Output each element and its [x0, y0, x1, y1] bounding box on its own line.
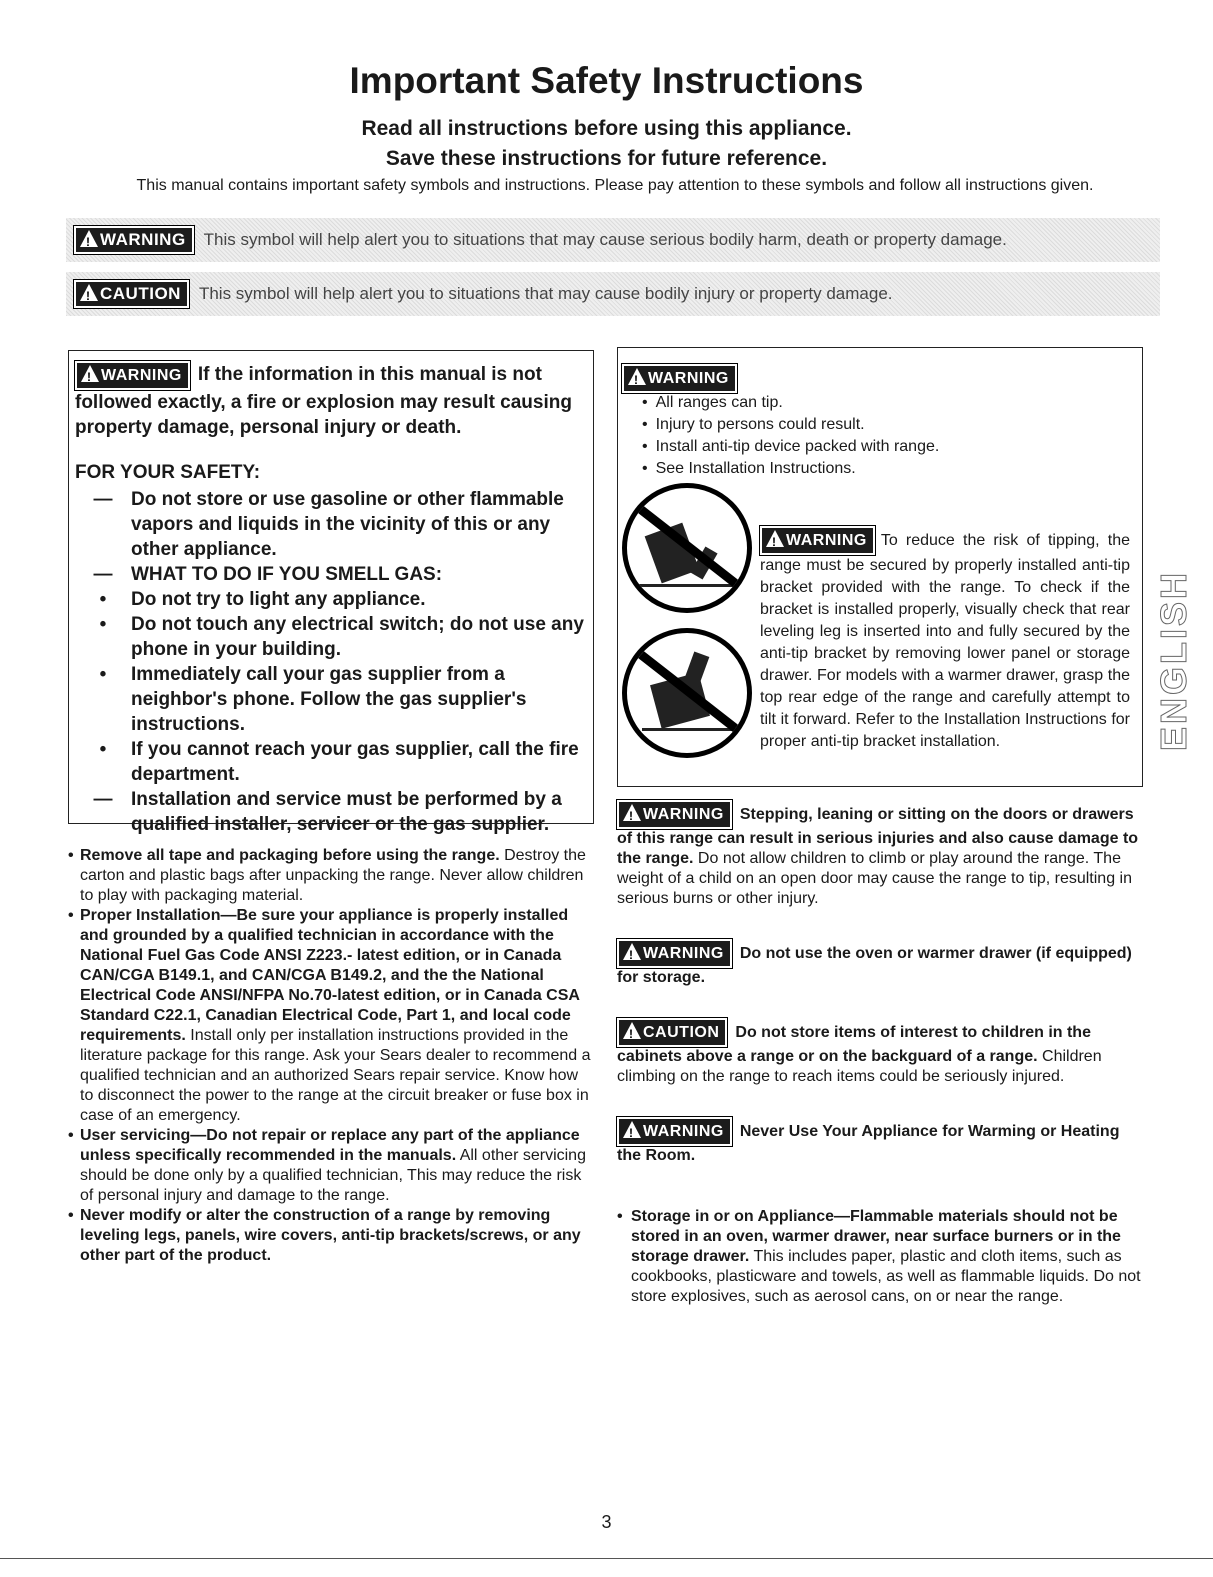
caution-badge: !CAUTION [74, 280, 189, 308]
intro-text: This manual contains important safety symbols and instructions. Please pay attention to these symbols and follow all instructions given. [136, 177, 1094, 194]
safety-item-text: Immediately call your gas supplier from a neighbor's phone. Follow the gas supplier's instructions. [131, 664, 527, 735]
safety-item-marker: • [99, 614, 107, 635]
warning-symbol-band [66, 218, 1160, 262]
page-number: 3 [601, 1512, 612, 1532]
fire-warning-lead: !WARNING If the information in this manual is not followed exactly, a fire or explosion may result causing property damage, personal injury or death. [75, 361, 585, 440]
warning-badge: !WARNING [75, 361, 190, 390]
right-note-rest: Children climbing on the range to reach items could be seriously injured. [617, 1048, 1102, 1085]
left-bullet-bold: Proper Installation—Be sure your appliance is properly installed and grounded by a qualified technician in accordance with the National Fuel Gas Code ANSI Z223.- latest edition, or in Canada CAN/CGA B149.1, and CAN/CGA B149.2, and the the National Electrical Code ANSI/NFPA No.70-latest edition, or in Canada CSA Standard C22.1, Canadian Electrical Code, Part 1, and local code requirements. [80, 907, 580, 1044]
left-bullet-item [68, 846, 592, 906]
safety-item-text: Do not store or use gasoline or other flammable vapors and liquids in the vicinity of this or any other appliance. [131, 489, 564, 560]
right-note [617, 1018, 1143, 1087]
caution-triangle-icon [80, 284, 98, 301]
safety-item-marker: — [93, 564, 113, 585]
anti-tip-warning-box [617, 347, 1143, 787]
safety-item-text: Installation and service must be performed by a qualified installer, servicer or the gas supplier. [131, 789, 562, 835]
warning-triangle-icon [81, 365, 99, 382]
range-tipping-icon [622, 483, 752, 613]
warning-badge: !WARNING [617, 1117, 732, 1146]
caution-badge: !CAUTION [617, 1018, 727, 1047]
right-note [617, 939, 1143, 988]
right-note [617, 1117, 1143, 1166]
tip-bullet-text: See Installation Instructions. [655, 460, 856, 477]
warning-triangle-icon [766, 530, 784, 547]
safety-item [75, 487, 585, 562]
caution-triangle-icon [623, 1022, 641, 1039]
warning-badge: !WARNING [74, 226, 194, 254]
page-title: Important Safety Instructions [349, 60, 864, 101]
tip-bullet-text: Injury to persons could result. [655, 416, 865, 433]
storage-bullet: • Storage in or on Appliance—Flammable materials should not be stored in an oven, warmer drawer, near surface burners or in the storage drawer. This includes paper, plastic and cloth items, such as cookbooks, plasticware and towels, as well as flammable liquids. Do not store explosives, such as aerosol cans, on or near the range. [617, 1208, 1141, 1305]
safety-item [75, 612, 585, 662]
bullet-dot: • [642, 416, 648, 433]
safety-item-marker: — [93, 789, 113, 810]
caution-symbol-text: This symbol will help alert you to situations that may cause bodily injury or property damage. [198, 284, 893, 303]
bullet-dot: • [68, 1207, 74, 1224]
right-note-bold: Never Use Your Appliance for Warming or Heating the Room. [617, 1123, 1120, 1164]
left-bullet-text [80, 1206, 592, 1266]
tip-bullet-item [642, 458, 939, 480]
safety-item [75, 662, 585, 737]
left-bullet-bold: User servicing—Do not repair or replace any part of the appliance unless specifically recommended in the manuals. [80, 1127, 580, 1164]
warning-symbol-text: This symbol will help alert you to situations that may cause serious bodily harm, death or property damage. [203, 230, 1007, 249]
safety-item [75, 737, 585, 787]
warning-triangle-icon [628, 368, 646, 385]
right-note-bold: Do not use the oven or warmer drawer (if equipped) for storage. [617, 945, 1132, 986]
safety-item-marker: • [99, 589, 107, 610]
read-instructions-line: Read all instructions before using this appliance. [361, 117, 852, 140]
left-bullet-text [80, 846, 592, 906]
tip-bullet-item [642, 436, 939, 458]
tip-bullet-text: All ranges can tip. [655, 394, 783, 411]
left-bullet-bold: Never modify or alter the construction of a range by removing leveling legs, panels, wire covers, anti-tip brackets/screws, or any other part of the product. [80, 1207, 581, 1264]
tip-bullet-item [642, 414, 939, 436]
warning-badge: !WARNING [617, 939, 732, 968]
english-side-tab: ENGLISH [1153, 570, 1194, 752]
warning-badge: !WARNING [760, 526, 875, 555]
right-note [617, 800, 1143, 909]
safety-item [75, 587, 585, 612]
child-climbing-icon [622, 628, 752, 758]
warning-triangle-icon [623, 1121, 641, 1138]
bullet-dot: • [68, 1127, 74, 1144]
tip-bullet-item [642, 392, 939, 414]
bullet-dot: • [68, 907, 74, 924]
warning-triangle-icon [623, 804, 641, 821]
bullet-dot: • [642, 460, 648, 477]
left-bullet-rest: Install only per installation instructions provided in the literature package for this range. Ask your Sears dealer to recommend a qualified technician and an authorized Sears repair service. Know how to disconnect the power to the range at the circuit breaker or fuse box in case of an emergency. [80, 1027, 591, 1124]
safety-item-marker: • [99, 664, 107, 685]
safety-item [75, 787, 585, 837]
tip-bullet-text: Install anti-tip device packed with range. [655, 438, 940, 455]
warning-triangle-icon [623, 943, 641, 960]
bullet-dot: • [642, 394, 648, 411]
safety-list [75, 487, 585, 837]
left-bullet-item [68, 1126, 592, 1206]
left-bullet-rest: Destroy the carton and plastic bags after unpacking the range. Never allow children to play with packaging material. [80, 847, 586, 904]
left-bullet-bold: Remove all tape and packaging before using the range. [80, 847, 500, 864]
left-bullet-item [68, 1206, 592, 1266]
safety-item [75, 562, 585, 587]
tip-warning-paragraph: !WARNING To reduce the risk of tipping, the range must be secured by properly installed anti-tip bracket provided with the range. To check if the bracket is installed properly, visually check that rear leveling leg is inserted into and fully secured by the anti-tip bracket by removing lower panel or storage drawer. For models with a warmer drawer, grasp the top rear edge of the range and carefully attempt to tilt it forward. Refer to the Installation Instructions for proper anti-tip bracket installation. [760, 526, 1130, 753]
safety-item-text: Do not touch any electrical switch; do not use any phone in your building. [131, 614, 584, 660]
warning-badge: !WARNING [622, 364, 737, 393]
left-bullet-rest: All other servicing should be done only by a qualified technician, This may reduce the risk of personal injury and damage to the range. [80, 1147, 586, 1204]
bottom-rule [0, 1558, 1213, 1559]
tip-bullet-list [622, 392, 939, 480]
safety-item-text: Do not try to light any appliance. [131, 589, 426, 610]
safety-item-text: WHAT TO DO IF YOU SMELL GAS: [131, 564, 443, 585]
safety-item-marker: — [93, 489, 113, 510]
right-note-bold: Stepping, leaning or sitting on the doors or drawers of this range can result in serious injuries and also cause damage to the range. [617, 806, 1139, 867]
right-note-rest: Do not allow children to climb or play around the range. The weight of a child on an open door may cause the range to tip, resulting in serious burns or other injury. [617, 850, 1132, 907]
safety-item-text: If you cannot reach your gas supplier, call the fire department. [131, 739, 579, 785]
for-your-safety-heading: FOR YOUR SAFETY: [75, 462, 261, 483]
warning-badge: !WARNING [617, 800, 732, 829]
left-bullet-text [80, 1126, 592, 1206]
right-note-bold: Do not store items of interest to children in the cabinets above a range or on the backguard of a range. [617, 1024, 1091, 1065]
left-bullet-item [68, 906, 592, 1126]
safety-item-marker: • [99, 739, 107, 760]
left-bullet-text [80, 906, 592, 1126]
bullet-dot: • [642, 438, 648, 455]
save-instructions-line: Save these instructions for future reference. [385, 147, 828, 170]
warning-triangle-icon [80, 230, 98, 247]
right-notes-list [617, 800, 1143, 1166]
left-bullet-list [68, 846, 592, 1266]
fire-explosion-warning-box [68, 350, 594, 835]
bullet-dot: • [68, 847, 74, 864]
caution-symbol-band [66, 272, 1160, 316]
